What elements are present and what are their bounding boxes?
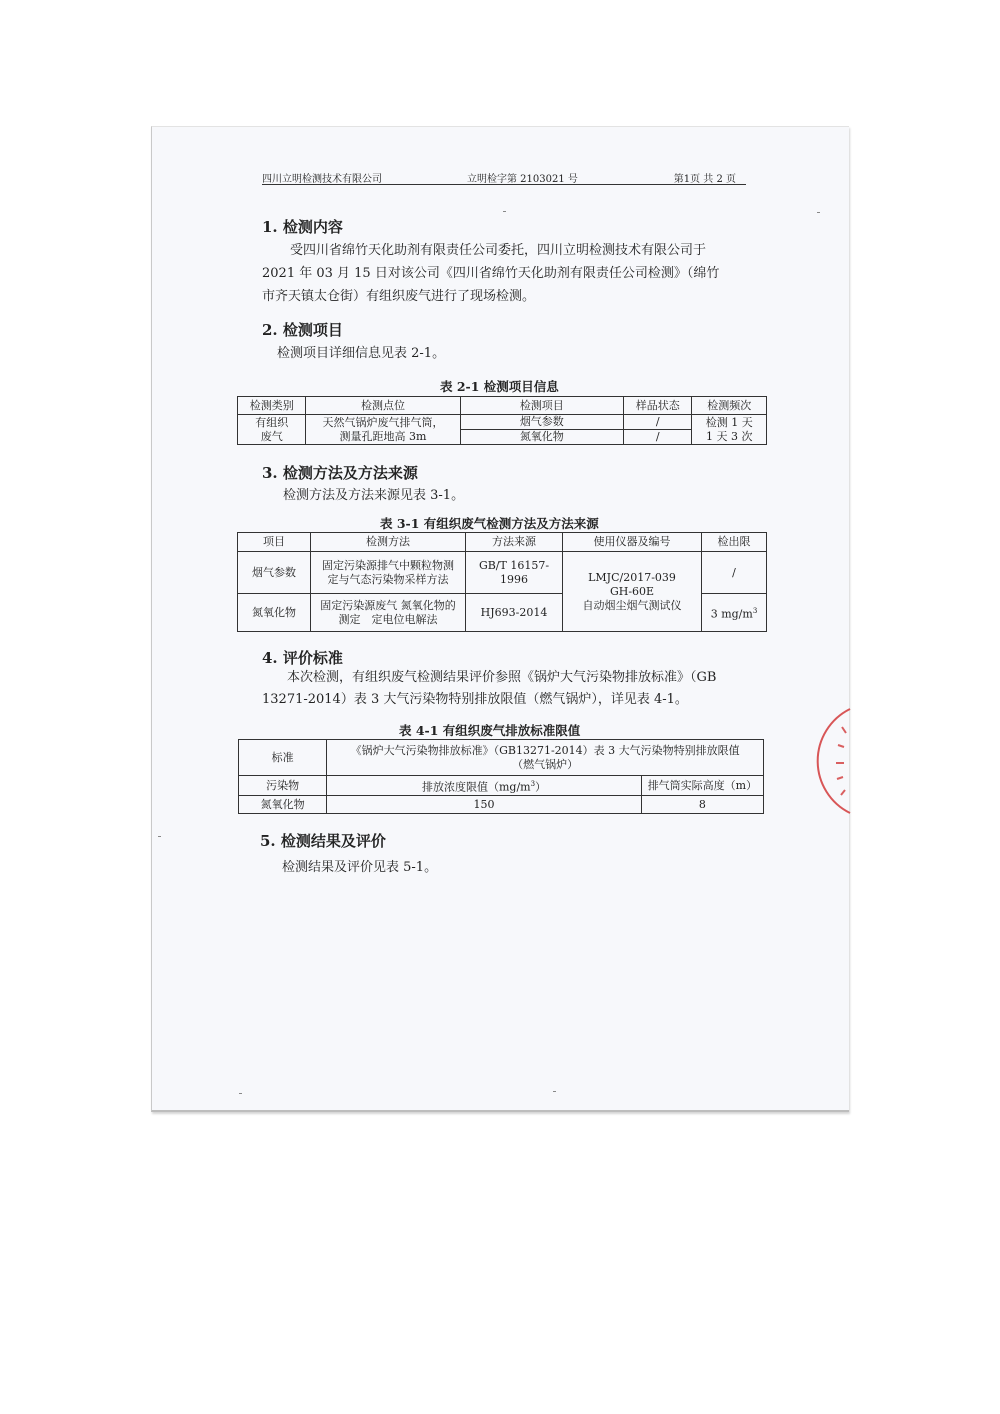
seal-stamp <box>812 705 852 817</box>
section-1-line-2: 2021 年 03 月 15 日对该公司《四川省绵竹天化助剂有限责任公司检测》（绵竹 <box>262 266 720 281</box>
table-2-1-header-row <box>238 397 767 415</box>
cell-source: HJ693-2014 <box>466 594 563 632</box>
section-4-line-2: 13271-2014）表 3 大气污染物特别排放限值（燃气锅炉），详见表 4-1。 <box>262 692 688 707</box>
cell-pollutant: 氮氧化物 <box>239 796 327 814</box>
cell-method: 固定污染源废气 氮氧化物的 测定 定电位电解法 <box>311 594 466 632</box>
cell-source: GB/T 16157-1996 <box>466 552 563 594</box>
header-company: 四川立明检测技术有限公司 <box>262 174 382 185</box>
header-report-no: 立明检字第 2103021 号 <box>467 174 578 185</box>
cell-standard: 《锅炉大气污染物排放标准》（GB13271-2014）表 3 大气污染物特别排放限值 （燃气锅炉） <box>327 740 764 776</box>
section-2-title: 2. 检测项目 <box>262 321 343 339</box>
cell-item: 氮氧化物 <box>460 430 623 445</box>
table-4-1-caption: 表 4-1 有组织废气排放标准限值 <box>399 723 581 738</box>
scan-speck <box>239 1093 242 1094</box>
section-1-line-1: 受四川省绵竹天化助剂有限责任公司委托，四川立明检测技术有限公司于 <box>290 243 707 258</box>
section-1-line-3: 市齐天镇太仓街）有组织废气进行了现场检测。 <box>262 289 536 304</box>
cell-limit: 3 $mg/m^3$ <box>702 594 767 632</box>
cell-limit: / <box>702 552 767 594</box>
cell-state: / <box>624 430 692 445</box>
th-point: 检测点位 <box>306 397 460 415</box>
section-4-line-1: 本次检测，有组织废气检测结果评价参照《锅炉大气污染物排放标准》（GB <box>287 670 717 685</box>
cell-height: 8 <box>641 796 763 814</box>
scan-speck <box>158 836 161 837</box>
th-instrument: 使用仪器及编号 <box>563 533 702 552</box>
cell-frequency: 检测 1 天 1 天 3 次 <box>692 415 767 445</box>
th-item: 项目 <box>238 533 311 552</box>
cell-point: 天然气锅炉废气排气筒， 测量孔距地高 3m <box>306 415 460 445</box>
table-row <box>239 776 764 796</box>
header-page: 第1页 共 2 页 <box>673 174 736 185</box>
cell-instrument: LMJC/2017-039 GH-60E 自动烟尘烟气测试仪 <box>563 552 702 632</box>
table-4-1 <box>238 739 764 814</box>
cell-item: 烟气参数 <box>460 415 623 430</box>
cell-conc-label: 排放浓度限值$(mg/m^3)$ <box>327 776 642 796</box>
section-4-title: 4. 评价标准 <box>262 649 343 667</box>
table-row <box>238 415 767 430</box>
scan-speck <box>817 212 820 213</box>
table-3-1-header-row <box>238 533 767 552</box>
table-2-1 <box>237 396 767 445</box>
table-row <box>239 796 764 814</box>
cell-category: 有组织 废气 <box>238 415 306 445</box>
cell-state: / <box>624 415 692 430</box>
scan-speck <box>503 211 506 212</box>
section-3-title: 3. 检测方法及方法来源 <box>262 464 418 482</box>
cell-pollutant-label: 污染物 <box>239 776 327 796</box>
th-frequency: 检测频次 <box>692 397 767 415</box>
section-3-text: 检测方法及方法来源见表 3-1。 <box>283 488 465 503</box>
cell-height-label: 排气筒实际高度（m） <box>641 776 763 796</box>
th-method: 检测方法 <box>311 533 466 552</box>
th-category: 检测类别 <box>238 397 306 415</box>
scan-speck <box>553 1091 556 1092</box>
section-2-text: 检测项目详细信息见表 2-1。 <box>277 346 446 361</box>
th-state: 样品状态 <box>624 397 692 415</box>
table-3-1 <box>237 532 767 632</box>
table-3-1-caption: 表 3-1 有组织废气检测方法及方法来源 <box>380 516 599 531</box>
cell-method: 固定污染源排气中颗粒物测 定与气态污染物采样方法 <box>311 552 466 594</box>
th-limit: 检出限 <box>702 533 767 552</box>
page-header <box>262 170 746 185</box>
table-row <box>239 740 764 776</box>
section-1-title: 1. 检测内容 <box>262 218 343 236</box>
section-5-text: 检测结果及评价见表 5-1。 <box>282 860 438 875</box>
section-5-title: 5. 检测结果及评价 <box>260 832 386 850</box>
cell-item: 氮氧化物 <box>238 594 311 632</box>
th-source: 方法来源 <box>466 533 563 552</box>
cell-standard-label: 标准 <box>239 740 327 776</box>
cell-conc: 150 <box>327 796 642 814</box>
th-item: 检测项目 <box>460 397 623 415</box>
table-2-1-caption: 表 2-1 检测项目信息 <box>440 379 559 394</box>
cell-item: 烟气参数 <box>238 552 311 594</box>
table-row <box>238 552 767 594</box>
